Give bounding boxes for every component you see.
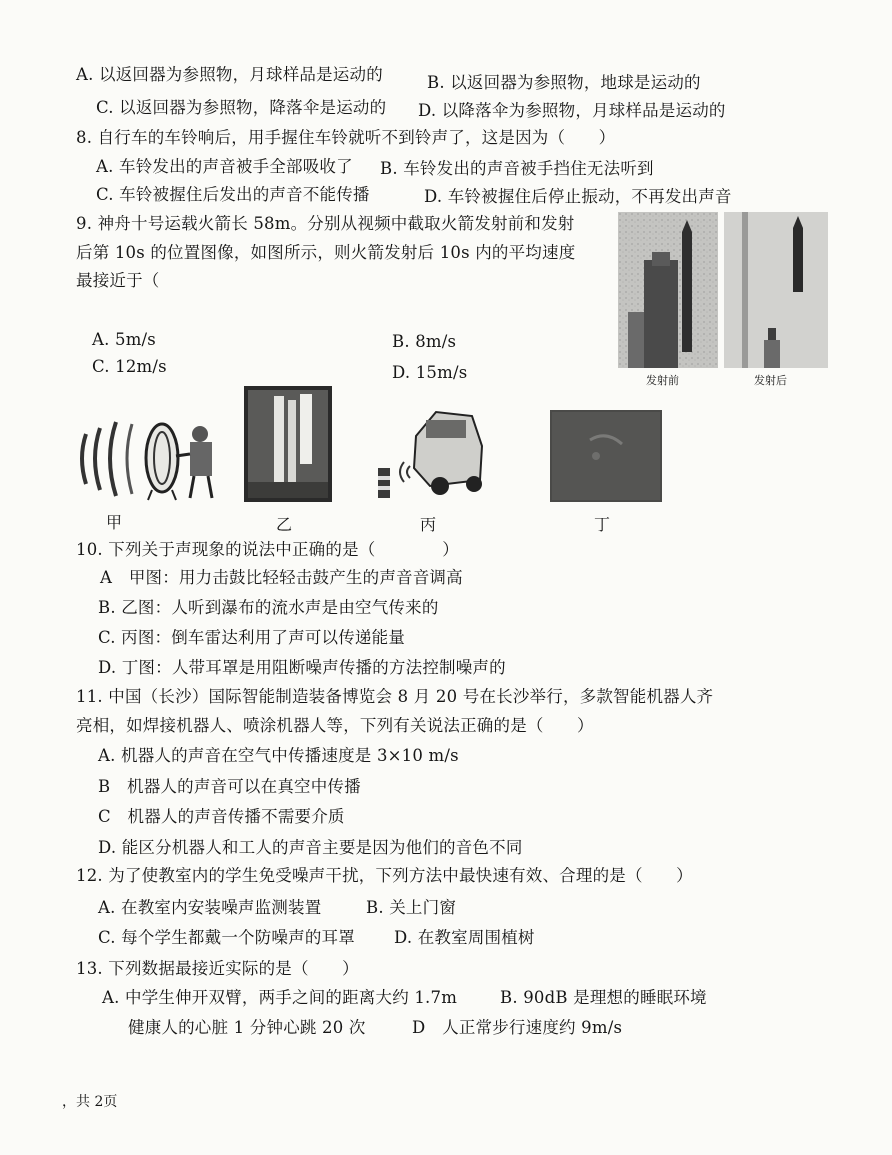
q10-option-c: C. 丙图：倒车雷达利用了声可以传递能量 xyxy=(98,628,406,647)
q12-option-c: C. 每个学生都戴一个防噪声的耳罩 xyxy=(98,928,355,947)
figure-bing-car-radar xyxy=(370,406,486,502)
q10-stem: 10. 下列关于声现象的说法中正确的是（ ） xyxy=(76,540,459,559)
q13-option-a: A. 中学生伸开双臂，两手之间的距离大约 1.7m xyxy=(102,988,458,1007)
figure-label-bing: 丙 xyxy=(420,515,437,534)
q7-option-a: A. 以返回器为参照物，月球样品是运动的 xyxy=(76,65,383,84)
figure-label-jia: 甲 xyxy=(106,513,123,532)
q9-option-d: D. 15m/s xyxy=(392,363,468,382)
q12-stem: 12. 为了使教室内的学生免受噪声干扰，下列方法中最快速有效、合理的是（ ） xyxy=(76,866,693,885)
q8-option-c: C. 车铃被握住后发出的声音不能传播 xyxy=(96,185,370,204)
q13-option-d: D 人正常步行速度约 9m/s xyxy=(412,1018,623,1037)
q13-stem: 13. 下列数据最接近实际的是（ ） xyxy=(76,959,359,978)
rocket-after-photo xyxy=(724,212,828,368)
caption-after-launch: 发射后 xyxy=(754,374,787,387)
q8-option-a: A. 车铃发出的声音被手全部吸收了 xyxy=(96,157,353,176)
figure-ding-earmuff xyxy=(550,410,662,502)
q11-option-d: D. 能区分机器人和工人的声音主要是因为他们的音色不同 xyxy=(98,838,523,857)
q12-option-a: A. 在教室内安装噪声监测装置 xyxy=(98,898,322,917)
q10-option-d: D. 丁图：人带耳罩是用阻断噪声传播的方法控制噪声的 xyxy=(98,658,506,677)
q9-option-a: A. 5m/s xyxy=(92,330,156,349)
q8-stem: 8. 自行车的车铃响后，用手握住车铃就听不到铃声了，这是因为（ ） xyxy=(76,128,616,147)
q7-option-b: B. 以返回器为参照物，地球是运动的 xyxy=(427,73,701,92)
caption-before-launch: 发射前 xyxy=(646,374,679,387)
figure-jia-drum xyxy=(74,414,226,502)
q9-option-b: B. 8m/s xyxy=(392,332,457,351)
q13-option-c: 健康人的心脏 1 分钟心跳 20 次 xyxy=(128,1018,366,1037)
q10-option-b: B. 乙图：人听到瀑布的流水声是由空气传来的 xyxy=(98,598,439,617)
q11-option-c: C 机器人的声音传播不需要介质 xyxy=(98,807,345,826)
q7-option-c: C. 以返回器为参照物，降落伞是运动的 xyxy=(96,98,387,117)
q8-option-d: D. 车铃被握住后停止振动，不再发出声音 xyxy=(424,187,732,206)
q9-stem-line2: 后第 10s 的位置图像，如图所示，则火箭发射后 10s 内的平均速度 xyxy=(76,243,576,262)
figure-label-ding: 丁 xyxy=(594,515,611,534)
q11-stem-line1: 11. 中国（长沙）国际智能制造装备博览会 8 月 20 号在长沙举行，多款智能机器人齐 xyxy=(76,687,714,706)
q9-option-c: C. 12m/s xyxy=(92,357,167,376)
figure-label-yi: 乙 xyxy=(276,515,293,534)
q9-stem-line1: 9. 神舟十号运载火箭长 58m。分别从视频中截取火箭发射前和发射 xyxy=(76,214,575,233)
figure-yi-waterfall xyxy=(244,386,332,502)
page-footer: ，共 2页 xyxy=(62,1094,118,1110)
q7-option-d: D. 以降落伞为参照物，月球样品是运动的 xyxy=(418,101,726,120)
rocket-before-photo xyxy=(618,212,718,368)
q9-stem-line3: 最接近于（ xyxy=(76,271,160,290)
q11-option-a: A. 机器人的声音在空气中传播速度是 3×10 m/s xyxy=(98,746,459,765)
q12-option-d: D. 在教室周围植树 xyxy=(394,928,535,947)
q12-option-b: B. 关上门窗 xyxy=(366,898,457,917)
q8-option-b: B. 车铃发出的声音被手挡住无法听到 xyxy=(380,159,654,178)
q13-option-b: B. 90dB 是理想的睡眠环境 xyxy=(500,988,707,1007)
q11-option-b: B 机器人的声音可以在真空中传播 xyxy=(98,777,361,796)
q11-stem-line2: 亮相，如焊接机器人、喷涂机器人等，下列有关说法正确的是（ ） xyxy=(76,716,594,735)
rocket-launch-photos xyxy=(618,212,828,370)
q10-option-a: A 甲图：用力击鼓比轻轻击鼓产生的声音音调高 xyxy=(100,568,463,587)
